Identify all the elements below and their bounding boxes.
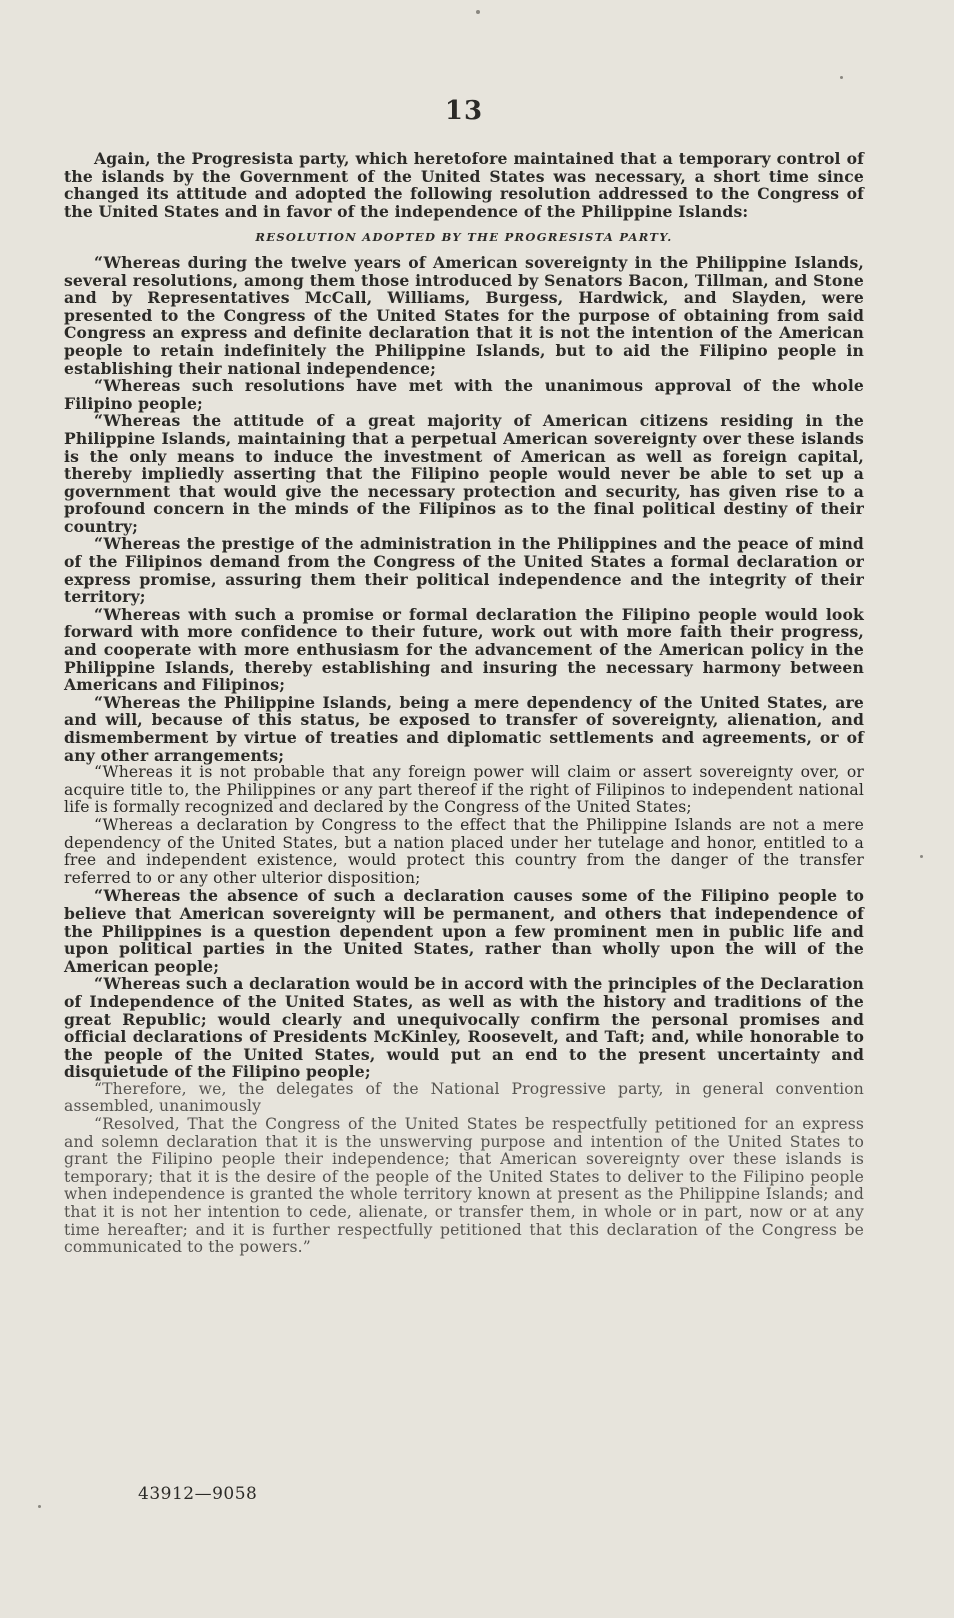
whereas-paragraph-8: “Whereas a declaration by Congress to the effect that the Philippine Islands are not a mere dependency of the United States, but a nation placed under her tutelage and honor, entitled to a free and independent existence, would protect this country from the danger of the transfer referred to or any other ulterior disposition; bbox=[64, 815, 864, 887]
body-text bbox=[64, 150, 864, 1257]
whereas-paragraph-10: “Whereas such a declaration would be in accord with the principles of the Declaration of Independence of the United States, as well as with the history and traditions of the great Republic; would clearly and unequivocally confirm the personal promises and official declarations of Presidents McKinley, Roosevelt, and Taft; and, while honorable to the people of the United States, would put an end to the present uncertainty and disquietude of the Filipino people; bbox=[64, 974, 864, 1082]
whereas-paragraph-6: “Whereas the Philippine Islands, being a mere dependency of the United States, are and will, because of this status, be exposed to transfer of sovereignty, alienation, and dismemberment by virtue of treaties and diplomatic settlements and agreements, or of any other arrangements; bbox=[64, 692, 864, 765]
paper-speck bbox=[840, 76, 843, 79]
page-number: 13 bbox=[444, 96, 484, 126]
intro-paragraph: Again, the Progresista party, which heretofore maintained that a temporary control of the islands by the Government of the United States was necessary, a short time since changed its attitude and adopted the following resolution addressed to the Congress of the United States and in favor of the independence of the Philippine Islands: bbox=[64, 149, 864, 221]
whereas-paragraph-3: “Whereas the attitude of a great majority of American citizens residing in the Philippine Islands, maintaining that a perpetual American sovereignty over these islands is the only means to induce the investment of American as well as foreign capital, thereby impliedly asserting that the Filipino people would never be able to set up a government that would give the necessary protection and security, has given rise to a profound concern in the minds of the Filipinos as to the final political destiny of their country; bbox=[64, 411, 864, 536]
document-page bbox=[64, 0, 864, 1618]
resolution-heading: RESOLUTION ADOPTED BY THE PROGRESISTA PARTY. bbox=[255, 230, 673, 245]
whereas-paragraph-4: “Whereas the prestige of the administration in the Philippines and the peace of mind of the Filipinos demand from the Congress of the United States a formal declaration or express promise, assuring them their political independence and the integrity of their territory; bbox=[64, 534, 864, 607]
whereas-paragraph-1: “Whereas during the twelve years of American sovereignty in the Philippine Islands, several resolutions, among them those introduced by Senators Bacon, Tillman, and Stone and by Representatives McCall, Williams, Burgess, Hardwick, and Slayden, were presented to the Congress of the United States for the purpose of obtaining from said Congress an express and definite declaration that it is not the intention of the American people to retain indefinitely the Philippine Islands, but to aid the Filipino people in establishing their national independence; bbox=[64, 252, 864, 378]
whereas-paragraph-2: “Whereas such resolutions have met with the unanimous approval of the whole Filipino people; bbox=[64, 376, 864, 413]
whereas-paragraph-5: “Whereas with such a promise or formal declaration the Filipino people would look forward with more confidence to their future, work out with more faith their progress, and cooperate with more enthusiasm for the advancement of the American policy in the Philippine Islands, thereby establishing and insuring the necessary harmony between Americans and Filipinos; bbox=[64, 604, 864, 695]
paper-speck bbox=[38, 1505, 41, 1508]
resolved-paragraph: “Resolved, That the Congress of the United States be respectfully petitioned for an express and solemn declaration that it is the unswerving purpose and intention of the United States to grant the Filipino people their independence; that American sovereignty over these islands is temporary; that it is the desire of the people of the United States to deliver to the Filipino people when independence is granted the whole territory known at present as the Philippine Islands; and that it is not her intention to cede, alienate, or transfer them, in whole or in part, now or at any time hereafter; and it is further respectfully petitioned that this declaration of the Congress be communicated to the powers.” bbox=[64, 1115, 864, 1257]
footer-print-code: 43912—9058 bbox=[138, 1484, 258, 1504]
paper-speck bbox=[476, 10, 480, 14]
whereas-paragraph-9: “Whereas the absence of such a declaration causes some of the Filipino people to believe that American sovereignty will be permanent, and others that independence of the Philippines is a question dependent upon a few prominent men in public life and upon political parties in the United States, rather than wholly upon the will of the American people; bbox=[64, 886, 864, 976]
paper-speck bbox=[920, 855, 923, 858]
whereas-paragraph-7: “Whereas it is not probable that any foreign power will claim or assert sovereignty over, or acquire title to, the Philippines or any part thereof if the right of Filipinos to independent national life is formally recognized and declared by the Congress of the United States; bbox=[64, 763, 864, 817]
therefore-paragraph: “Therefore, we, the delegates of the National Progressive party, in general convention assembled, unanimously bbox=[64, 1079, 864, 1116]
